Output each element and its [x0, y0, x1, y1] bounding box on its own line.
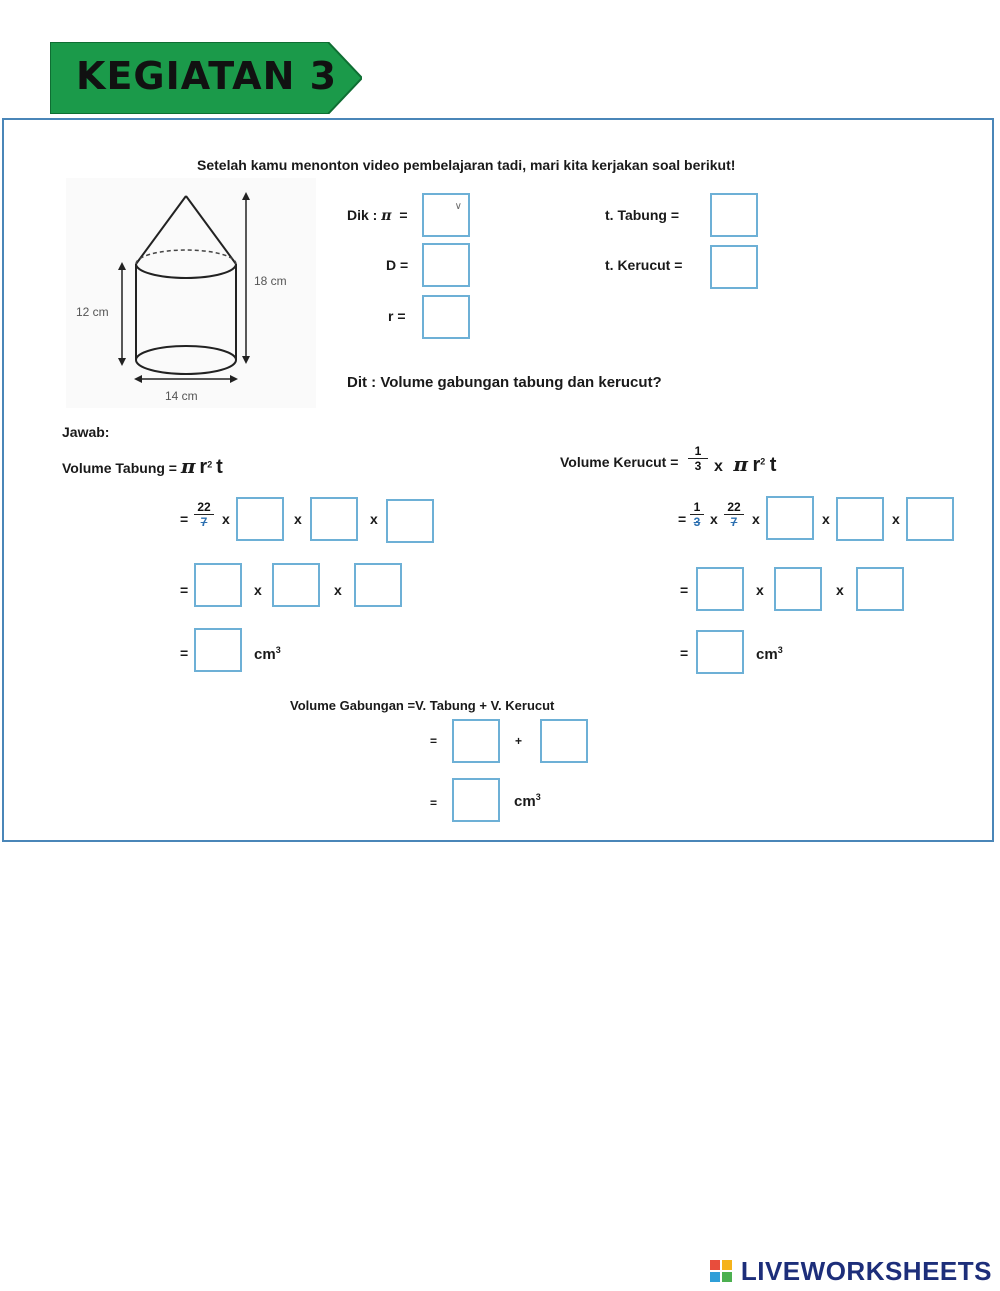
- unit-cm3: [514, 792, 541, 810]
- diameter-input[interactable]: [422, 243, 470, 287]
- tabung-input-1[interactable]: [236, 497, 284, 541]
- frac-den: 7: [200, 515, 208, 529]
- unit-exp: 3: [275, 645, 281, 655]
- gabungan-input-kerucut[interactable]: [540, 719, 588, 763]
- times-sign: x: [756, 582, 764, 598]
- tabung-input-3[interactable]: [386, 499, 434, 543]
- times-sign: x: [752, 511, 760, 527]
- banner-title: KEGIATAN 3: [76, 54, 338, 98]
- liveworksheets-logo-icon: [710, 1260, 732, 1282]
- unit-text: cm: [756, 646, 778, 663]
- times-sign: x: [222, 511, 230, 527]
- times-sign: x: [710, 511, 718, 527]
- equals-sign: =: [399, 207, 408, 223]
- t-tabung-label: t. Tabung =: [605, 207, 680, 223]
- frac-num: 22: [724, 500, 744, 515]
- answer-label: Jawab:: [62, 424, 110, 440]
- r-label: r =: [388, 308, 406, 324]
- equals-sign: =: [180, 511, 189, 527]
- kerucut-input-5[interactable]: [774, 567, 822, 611]
- kerucut-input-3[interactable]: [906, 497, 954, 541]
- radius-input[interactable]: [422, 295, 470, 339]
- formula-exp: 2: [760, 456, 766, 467]
- times-sign: x: [370, 511, 378, 527]
- equals-sign: =: [430, 796, 438, 810]
- kerucut-formula-rest: [714, 452, 776, 477]
- tabung-input-2[interactable]: [310, 497, 358, 541]
- frac-den: 3: [693, 515, 701, 529]
- pi-symbol: π: [180, 454, 196, 478]
- pi-dropdown[interactable]: [422, 193, 470, 237]
- frac-den: 3: [694, 459, 702, 473]
- fraction-1-3: [688, 444, 708, 473]
- kerucut-input-2[interactable]: [836, 497, 884, 541]
- kerucut-formula: [560, 454, 678, 470]
- gabungan-label: Volume Gabungan =V. Tabung + V. Kerucut: [290, 698, 555, 713]
- question-text: Dit : Volume gabungan tabung dan kerucut?: [347, 374, 662, 391]
- kerucut-input-1[interactable]: [766, 496, 814, 540]
- formula-exp: 2: [207, 459, 213, 470]
- tabung-result-input[interactable]: [194, 628, 242, 672]
- kerucut-input-4[interactable]: [696, 567, 744, 611]
- kerucut-formula-label: Volume Kerucut =: [560, 454, 679, 470]
- kerucut-input-6[interactable]: [856, 567, 904, 611]
- times-sign: x: [334, 582, 342, 598]
- times-sign: x: [254, 582, 262, 598]
- frac-num: 1: [688, 444, 708, 459]
- equals-sign: =: [430, 734, 438, 748]
- frac-den: 7: [730, 515, 738, 529]
- height-12-label: 12 cm: [76, 305, 109, 319]
- times-sign: x: [836, 582, 844, 598]
- chevron-down-icon: ∨: [454, 201, 462, 212]
- tabung-input-6[interactable]: [354, 563, 402, 607]
- equals-sign: =: [678, 511, 687, 527]
- times-sign: x: [294, 511, 302, 527]
- fraction-1-3-struck: [690, 500, 704, 529]
- tabung-formula: [62, 454, 223, 479]
- cylinder-cone-figure: [66, 178, 316, 408]
- frac-num: 22: [194, 500, 214, 515]
- gabungan-result-input[interactable]: [452, 778, 500, 822]
- unit-text: cm: [254, 646, 276, 663]
- unit-cm3: [756, 645, 783, 663]
- formula-t: t: [769, 454, 777, 476]
- frac-num: 1: [690, 500, 704, 515]
- kerucut-result-input[interactable]: [696, 630, 744, 674]
- gabungan-input-tabung[interactable]: [452, 719, 500, 763]
- pi-symbol: π: [381, 208, 392, 224]
- unit-exp: 3: [535, 792, 541, 802]
- diameter-14-label: 14 cm: [165, 389, 198, 403]
- instruction-text: Setelah kamu menonton video pembelajaran tadi, mari kita kerjakan soal berikut!: [197, 157, 736, 173]
- equals-sign: =: [680, 582, 689, 598]
- tabung-formula-label: Volume Tabung =: [62, 460, 177, 476]
- fraction-22-7: [724, 500, 744, 529]
- equals-sign: =: [180, 582, 189, 598]
- liveworksheets-logo[interactable]: LIVEWORKSHEETS: [740, 1256, 992, 1286]
- t-kerucut-input[interactable]: [710, 245, 758, 289]
- unit-text: cm: [514, 793, 536, 810]
- plus-sign: +: [515, 734, 523, 748]
- formula-r: r: [199, 456, 208, 478]
- d-label: D =: [386, 257, 409, 273]
- unit-cm3: [254, 645, 281, 663]
- times-sign: x: [892, 511, 900, 527]
- t-kerucut-label: t. Kerucut =: [605, 257, 683, 273]
- tabung-input-5[interactable]: [272, 563, 320, 607]
- fraction-22-7: [194, 500, 214, 529]
- dik-text: Dik :: [347, 207, 378, 223]
- dik-label: [347, 207, 408, 224]
- t-tabung-input[interactable]: [710, 193, 758, 237]
- tabung-input-4[interactable]: [194, 563, 242, 607]
- equals-sign: =: [180, 645, 189, 661]
- unit-exp: 3: [777, 645, 783, 655]
- times-sign: x: [714, 458, 723, 475]
- height-18-label: 18 cm: [254, 274, 287, 288]
- equals-sign: =: [680, 645, 689, 661]
- times-sign: x: [822, 511, 830, 527]
- formula-t: t: [216, 456, 223, 478]
- pi-symbol: π: [733, 452, 748, 476]
- formula-r: r: [752, 454, 761, 476]
